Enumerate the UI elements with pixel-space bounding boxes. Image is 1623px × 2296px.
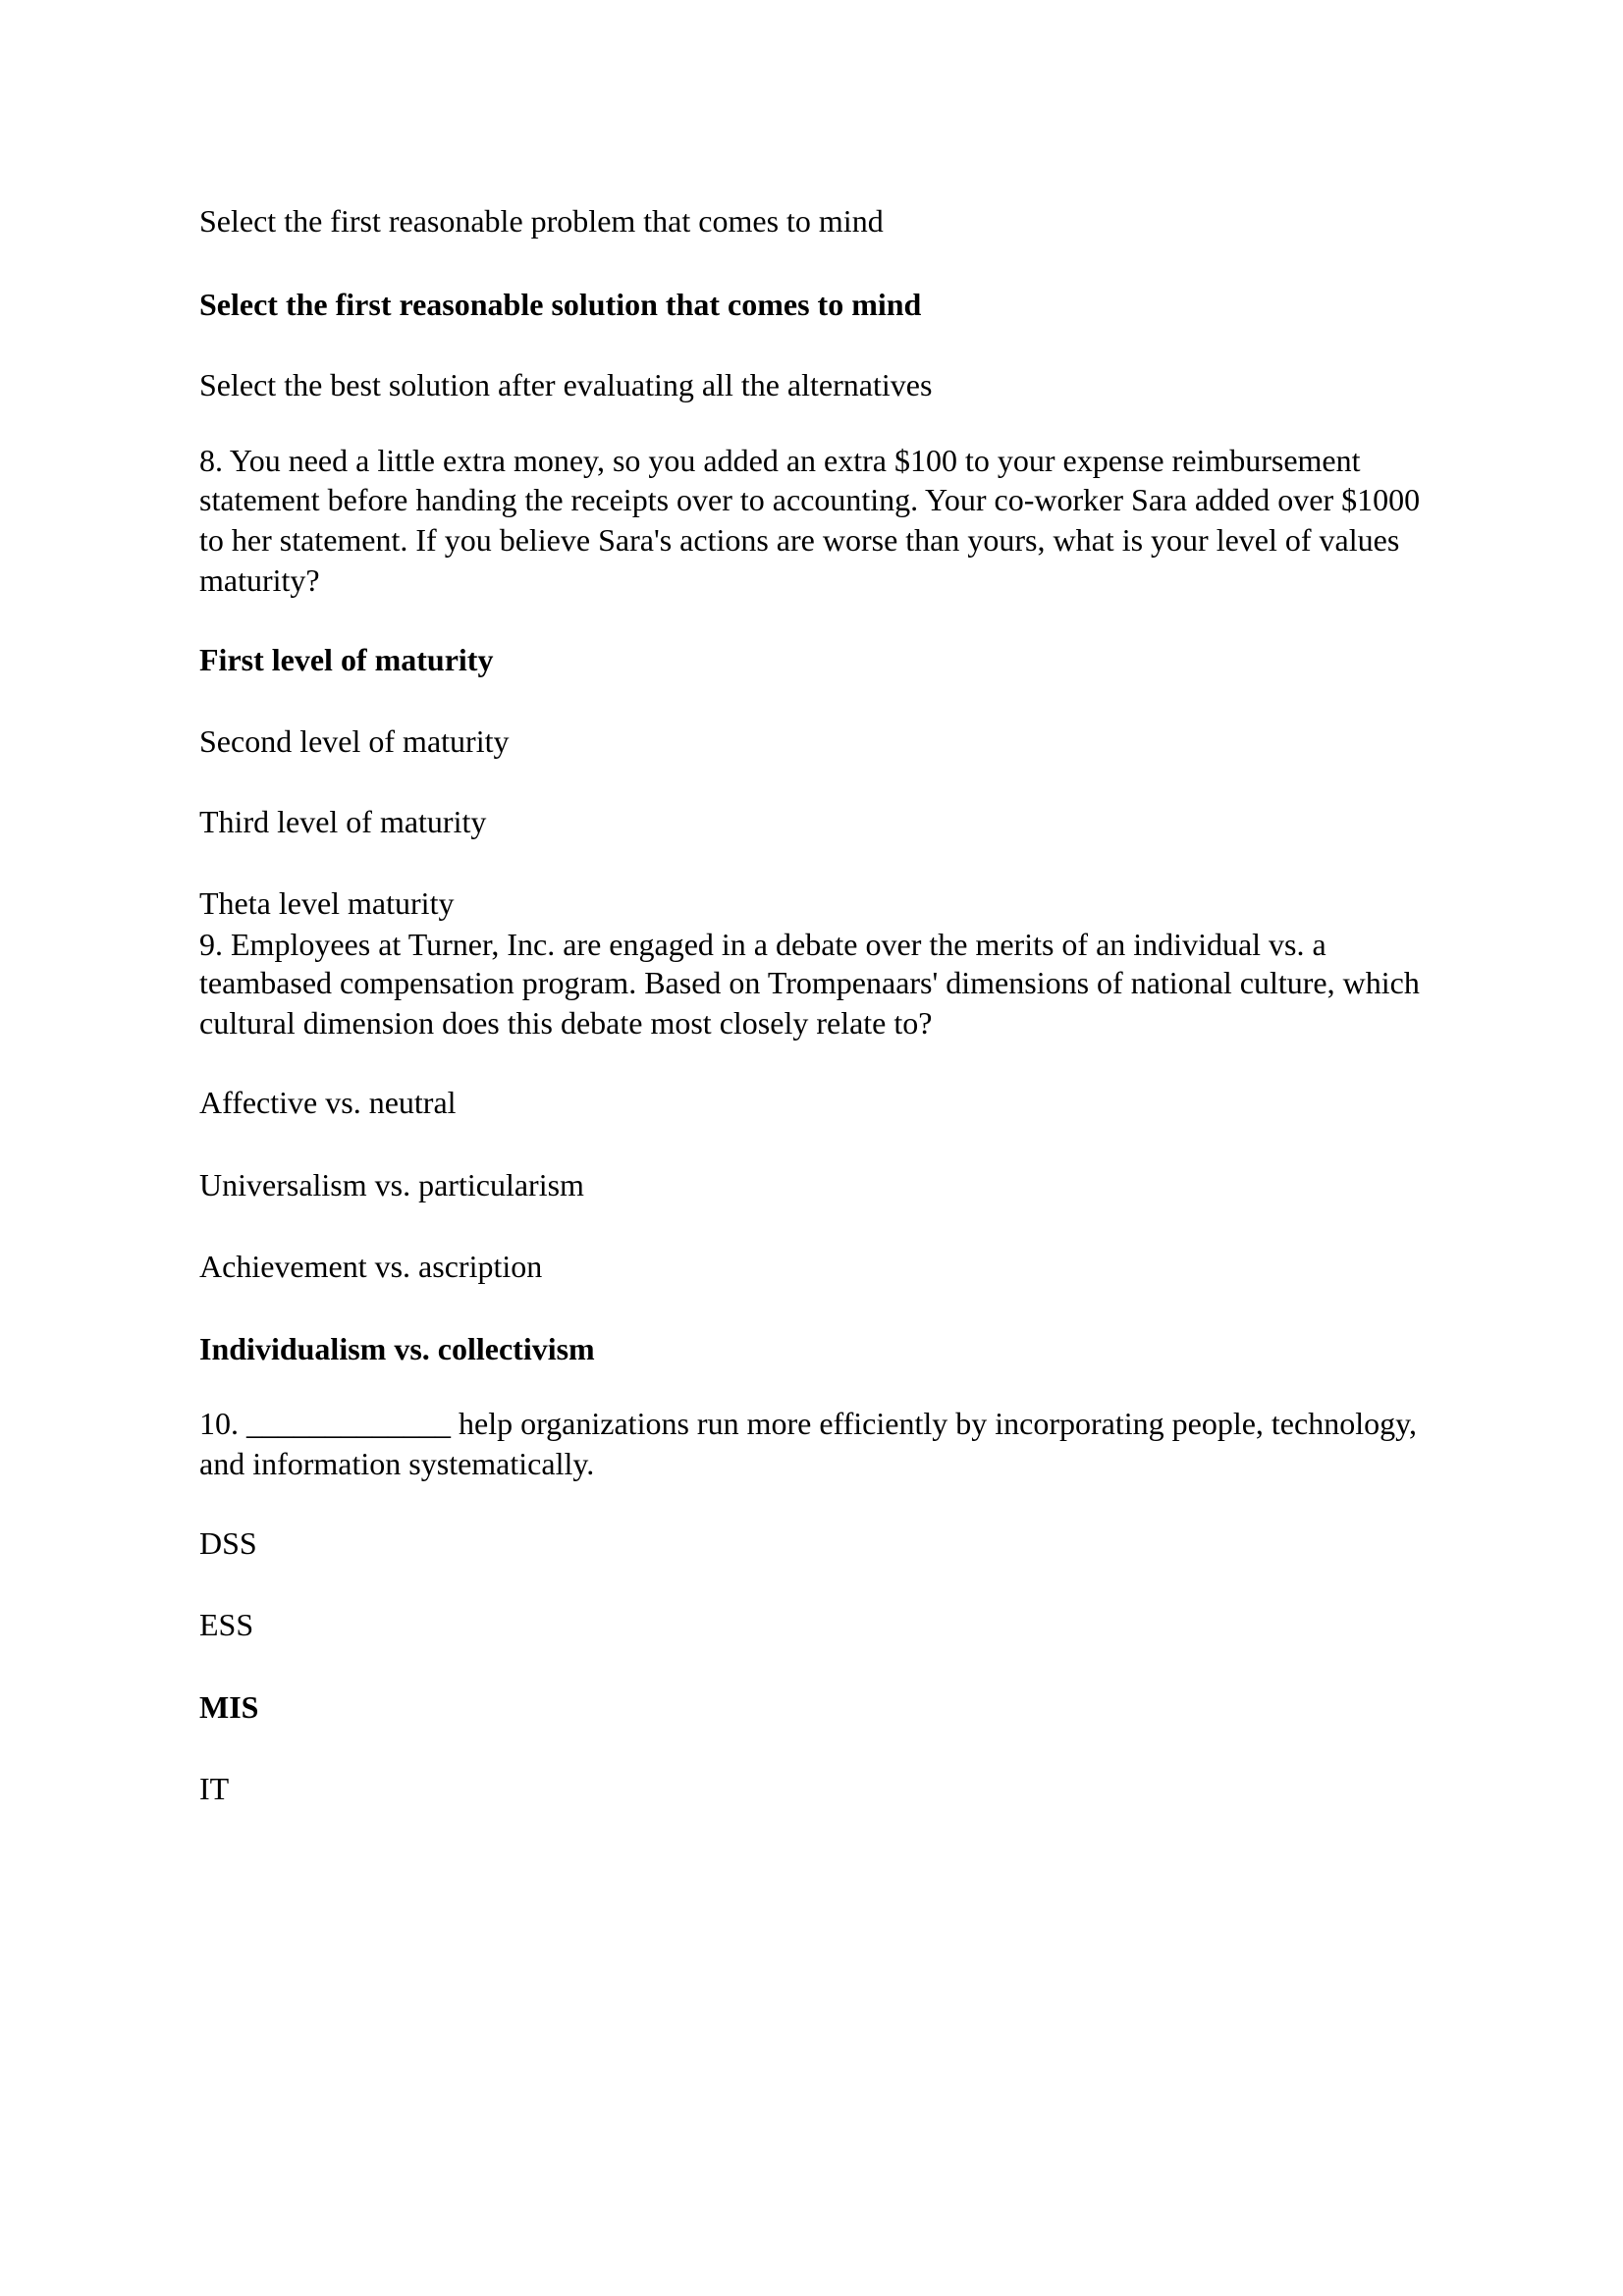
q10-option-4: IT — [199, 1771, 230, 1806]
q9-option-3: Achievement vs. ascription — [199, 1249, 543, 1284]
q10-option-2: ESS — [199, 1607, 254, 1642]
q7-option-3: Select the best solution after evaluating all the alternatives — [199, 367, 933, 402]
q9-option-2: Universalism vs. particularism — [199, 1167, 584, 1202]
q9-option-4-answer: Individualism vs. collectivism — [199, 1331, 595, 1366]
q10-option-3-answer: MIS — [199, 1689, 259, 1725]
q8-question-line-4: maturity? — [199, 562, 320, 598]
q8-question-line-3: to her statement. If you believe Sara's actions are worse than yours, what is your level of values — [199, 522, 1400, 558]
q8-question-line-1: 8. You need a little extra money, so you added an extra $100 to your expense reimbursement — [199, 443, 1361, 478]
q9-question-line-2: teambased compensation program. Based on Trompenaars' dimensions of national culture, which — [199, 965, 1420, 1000]
q8-option-3: Third level of maturity — [199, 804, 487, 839]
q9-question-line-3: cultural dimension does this debate most closely relate to? — [199, 1005, 933, 1041]
q8-option-1-answer: First level of maturity — [199, 642, 494, 677]
q10-question-line-1: 10. _____________ help organizations run more efficiently by incorporating people, technology, — [199, 1406, 1418, 1441]
q7-option-2-answer: Select the first reasonable solution that comes to mind — [199, 287, 922, 322]
q9-option-1: Affective vs. neutral — [199, 1085, 457, 1120]
q8-option-2: Second level of maturity — [199, 723, 510, 759]
q8-question-line-2: statement before handing the receipts over to accounting. Your co-worker Sara added over $1000 — [199, 482, 1421, 517]
q9-question-line-1: 9. Employees at Turner, Inc. are engaged in a debate over the merits of an individual vs. a — [199, 927, 1326, 962]
q10-option-1: DSS — [199, 1525, 257, 1561]
q8-option-4: Theta level maturity — [199, 885, 455, 921]
q7-option-1: Select the first reasonable problem that comes to mind — [199, 203, 884, 239]
q10-question-line-2: and information systematically. — [199, 1446, 595, 1481]
